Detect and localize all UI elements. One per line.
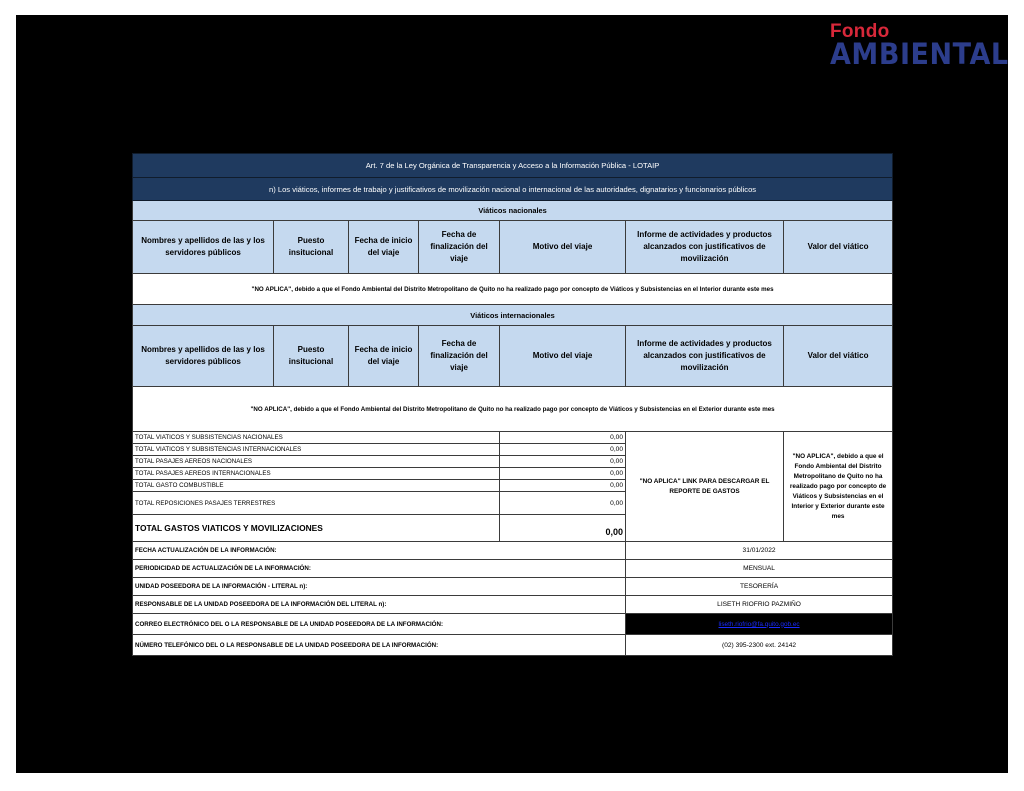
section-title-internacionales: Viáticos internacionales (133, 305, 893, 326)
grand-total-value: 0,00 (500, 515, 626, 542)
lotaip-table (132, 153, 893, 656)
col-header-motivo: Motivo del viaje (500, 326, 626, 387)
total-label: TOTAL VIATICOS Y SUBSISTENCIAS NACIONALES (133, 432, 500, 444)
info-row (133, 578, 893, 596)
info-value-correo (626, 614, 893, 635)
info-row (133, 542, 893, 560)
download-report-link[interactable]: "NO APLICA" LINK PARA DESCARGAR EL REPORTE DE GASTOS (626, 432, 784, 542)
section-title-nacionales: Viáticos nacionales (133, 201, 893, 221)
lotaip-table-sheet (132, 153, 892, 656)
info-row (133, 614, 893, 635)
grand-total-label: TOTAL GASTOS VIATICOS Y MOVILIZACIONES (133, 515, 500, 542)
total-value: 0,00 (500, 468, 626, 480)
info-label-telefono: NÚMERO TELEFÓNICO DEL O LA RESPONSABLE DE LA UNIDAD POSEEDORA DE LA INFORMACIÓN: (133, 635, 626, 656)
document-title: Art. 7 de la Ley Orgánica de Transparencia y Acceso a la Información Pública - LOTAIP (133, 154, 893, 178)
no-aplica-nacionales: "NO APLICA", debido a que el Fondo Ambiental del Distrito Metropolitano de Quito no ha realizado pago por concepto de Viáticos y Subsistencias en el Interior durante este mes (133, 274, 893, 305)
document-subtitle: n) Los viáticos, informes de trabajo y justificativos de movilización nacional o internacional de las autoridades, dignatarios y funcionarios públicos (133, 178, 893, 201)
total-label: TOTAL PASAJES AEREOS INTERNACIONALES (133, 468, 500, 480)
logo-line-fondo: Fondo (830, 21, 890, 42)
col-header-fecha-inicio: Fecha de inicio del viaje (349, 326, 419, 387)
total-value: 0,00 (500, 432, 626, 444)
total-value: 0,00 (500, 444, 626, 456)
info-label-responsable: RESPONSABLE DE LA UNIDAD POSEEDORA DE LA INFORMACIÓN DEL LITERAL n): (133, 596, 626, 614)
col-header-informe: Informe de actividades y productos alcanzados con justificativos de movilización (626, 326, 784, 387)
column-header-row-internacionales (133, 326, 893, 387)
column-header-row-nacionales (133, 221, 893, 274)
col-header-fecha-fin: Fecha de finalización del viaje (419, 221, 500, 274)
info-label-unidad: UNIDAD POSEEDORA DE LA INFORMACIÓN - LITERAL n): (133, 578, 626, 596)
total-value: 0,00 (500, 456, 626, 468)
email-link[interactable]: liseth.riofrio@fa.quito.gob.ec (718, 620, 800, 628)
info-label-fecha: FECHA ACTUALIZACIÓN DE LA INFORMACIÓN: (133, 542, 626, 560)
col-header-motivo: Motivo del viaje (500, 221, 626, 274)
info-value-periodicidad: MENSUAL (626, 560, 893, 578)
no-aplica-totals-note: "NO APLICA", debido a que el Fondo Ambiental del Distrito Metropolitano de Quito no ha realizado pago por concepto de Viáticos y Subsistencias en el Interior y Exterior durante este mes (784, 432, 893, 542)
fondo-ambiental-logo (830, 22, 1022, 69)
total-label: TOTAL GASTO COMBUSTIBLE (133, 480, 500, 492)
info-label-periodicidad: PERIODICIDAD DE ACTUALIZACIÓN DE LA INFORMACIÓN: (133, 560, 626, 578)
col-header-valor: Valor del viático (784, 326, 893, 387)
info-row (133, 596, 893, 614)
col-header-nombres: Nombres y apellidos de las y los servidores públicos (133, 326, 274, 387)
col-header-fecha-inicio: Fecha de inicio del viaje (349, 221, 419, 274)
info-value-unidad: TESORERÍA (626, 578, 893, 596)
col-header-nombres: Nombres y apellidos de las y los servidores públicos (133, 221, 274, 274)
info-value-responsable: LISETH RIOFRIO PAZMIÑO (626, 596, 893, 614)
info-value-fecha: 31/01/2022 (626, 542, 893, 560)
total-value: 0,00 (500, 480, 626, 492)
info-label-correo: CORREO ELECTRÓNICO DEL O LA RESPONSABLE DE LA UNIDAD POSEEDORA DE LA INFORMACIÓN: (133, 614, 626, 635)
col-header-puesto: Puesto insitucional (274, 221, 349, 274)
total-row (133, 432, 893, 444)
info-row (133, 635, 893, 656)
total-label: TOTAL PASAJES AEREOS NACIONALES (133, 456, 500, 468)
total-value: 0,00 (500, 492, 626, 515)
col-header-puesto: Puesto insitucional (274, 326, 349, 387)
logo-line-ambiental: AMBIENTAL (830, 37, 1009, 71)
col-header-fecha-fin: Fecha de finalización del viaje (419, 326, 500, 387)
col-header-valor: Valor del viático (784, 221, 893, 274)
no-aplica-internacionales: "NO APLICA", debido a que el Fondo Ambiental del Distrito Metropolitano de Quito no ha realizado pago por concepto de Viáticos y Subsistencias en el Exterior durante este mes (133, 387, 893, 432)
total-label: TOTAL VIATICOS Y SUBSISTENCIAS INTERNACIONALES (133, 444, 500, 456)
info-row (133, 560, 893, 578)
col-header-informe: Informe de actividades y productos alcanzados con justificativos de movilización (626, 221, 784, 274)
info-value-telefono: (02) 395-2300 ext. 24142 (626, 635, 893, 656)
total-label: TOTAL REPOSICIONES PASAJES TERRESTRES (133, 492, 500, 515)
